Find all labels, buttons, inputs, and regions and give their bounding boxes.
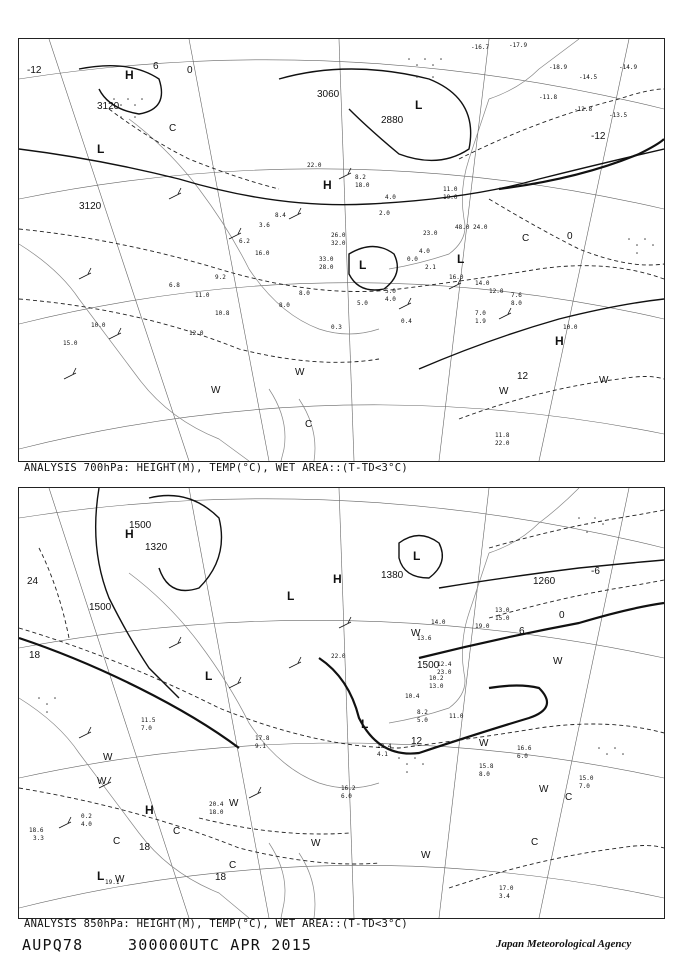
station-value: 8.0	[511, 300, 522, 307]
station-value: 6.2	[239, 238, 250, 245]
contour-label: 12	[411, 736, 423, 747]
station-value: 17.8	[255, 735, 270, 742]
station-value: 6.0	[517, 753, 528, 760]
contour-label: -6	[591, 566, 600, 577]
station-value: 16.0	[449, 274, 464, 281]
wet-dot	[644, 238, 646, 240]
wind-barb	[169, 188, 181, 199]
station-value: 11.0	[449, 713, 464, 720]
warm-center: W	[553, 656, 563, 667]
wind-barb	[249, 787, 261, 798]
low-pressure-center: L	[413, 549, 421, 563]
contour-label: 18	[215, 872, 227, 883]
station-value: -12.8	[574, 106, 593, 113]
station-value: 13.0	[429, 683, 444, 690]
high-pressure-center: H	[555, 334, 564, 348]
wet-dot	[606, 753, 608, 755]
station-value: 4.0	[419, 248, 430, 255]
cold-center: C	[229, 860, 237, 871]
contour-label: 1380	[381, 570, 404, 581]
isotherm	[459, 377, 664, 420]
high-pressure-center: H	[323, 178, 332, 192]
station-value: 5.0	[357, 300, 368, 307]
wind-barbs	[59, 617, 351, 828]
station-value: 19.0	[475, 623, 490, 630]
panel-850hpa-caption: ANALYSIS 850hPa: HEIGHT(M), TEMP(°C), WET AREA::(T-TD<3°C)	[24, 918, 409, 930]
station-value: 12.0	[189, 330, 204, 337]
contour-label: 1260	[533, 576, 556, 587]
wind-barb	[79, 268, 91, 279]
contour-label: 1320	[145, 542, 168, 553]
contour-label: 12	[517, 371, 529, 382]
contour-label: 24	[27, 576, 39, 587]
station-value: 16.2	[341, 785, 356, 792]
station-value: 19.1	[105, 879, 120, 886]
map-700hpa-canvas	[19, 39, 664, 461]
station-value: 0.4	[401, 318, 412, 325]
high-pressure-center: H	[145, 803, 154, 817]
cold-center: C	[173, 826, 181, 837]
station-value: 10.4	[405, 693, 420, 700]
station-value: -13.5	[609, 112, 628, 119]
temperature-isotherms	[19, 89, 664, 419]
isotherm	[19, 788, 379, 864]
warm-center: W	[421, 850, 431, 861]
station-value: 8.2	[355, 174, 366, 181]
height-contour	[399, 536, 442, 579]
station-value: 18.6	[29, 827, 44, 834]
station-value: 2.0	[379, 210, 390, 217]
wet-dot	[636, 252, 638, 254]
graticule-meridian	[439, 488, 489, 918]
wet-dot	[432, 76, 434, 78]
station-value: -11.8	[539, 94, 558, 101]
wet-dot	[598, 747, 600, 749]
station-value: 0.0	[407, 256, 418, 263]
warm-center: W	[311, 838, 321, 849]
contour-label: 2880	[381, 115, 404, 126]
height-contour	[419, 299, 664, 369]
station-value: 18.0	[209, 809, 224, 816]
wet-dot	[424, 58, 426, 60]
station-value: 33.0	[319, 256, 334, 263]
valid-time: 300000UTC APR 2015	[128, 936, 313, 954]
isotherm	[199, 818, 349, 834]
contour-label: 3060	[317, 89, 340, 100]
station-value: 12.0	[489, 288, 504, 295]
station-value: 19.0	[443, 194, 458, 201]
low-pressure-center: L	[457, 252, 465, 266]
graticule-parallel	[19, 865, 664, 908]
coastline	[269, 843, 285, 918]
wet-dot	[38, 697, 40, 699]
station-value: 4.1	[377, 751, 388, 758]
wet-dot	[422, 763, 424, 765]
height-contour	[279, 69, 471, 160]
wind-barb	[59, 817, 71, 828]
isotherm	[489, 199, 664, 265]
wet-dot	[652, 244, 654, 246]
coastline	[299, 399, 315, 461]
wet-dot	[113, 98, 115, 100]
height-contour	[349, 247, 397, 291]
coastline	[489, 488, 579, 553]
station-value: 6.0	[341, 793, 352, 800]
cold-center: C	[305, 419, 313, 430]
coastline	[389, 99, 489, 269]
station-value: 23.0	[423, 230, 438, 237]
low-pressure-center: L	[97, 869, 105, 883]
wind-barb	[289, 208, 301, 219]
wet-dot	[622, 753, 624, 755]
warm-center: W	[295, 367, 305, 378]
station-value: 24.0	[473, 224, 488, 231]
wet-dot	[586, 523, 588, 525]
station-value: -14.9	[619, 64, 638, 71]
wet-dot	[46, 711, 48, 713]
station-value: 12.4	[437, 661, 452, 668]
station-value: 0.2	[81, 813, 92, 820]
station-value: 8.0	[479, 771, 490, 778]
wet-dot	[408, 58, 410, 60]
station-value: 7.0	[141, 725, 152, 732]
station-value: 11.8	[495, 432, 510, 439]
graticule-parallel	[19, 405, 664, 449]
cold-center: C	[522, 233, 530, 244]
warm-center: W	[97, 776, 107, 787]
station-value: 15.8	[479, 763, 494, 770]
station-value: 2.1	[425, 264, 436, 271]
station-value: 18.0	[355, 182, 370, 189]
station-value: 5.0	[385, 288, 396, 295]
graticule-meridian	[339, 488, 354, 918]
wet-dot	[416, 76, 418, 78]
cold-center: C	[113, 836, 121, 847]
station-value: 10.2	[429, 675, 444, 682]
wet-dot	[398, 757, 400, 759]
wind-barb	[499, 308, 511, 319]
wind-barb	[79, 727, 91, 738]
contour-label: 3120	[97, 101, 120, 112]
warm-center: W	[229, 798, 239, 809]
warm-center: W	[479, 738, 489, 749]
station-value: 13.4	[377, 743, 392, 750]
low-pressure-center: L	[361, 717, 369, 731]
wet-dot	[578, 517, 580, 519]
contour-label: 0	[559, 610, 565, 621]
high-pressure-center: H	[125, 527, 134, 541]
graticule-meridian	[539, 39, 629, 461]
contour-label: 1500	[129, 520, 152, 531]
wet-dot	[416, 64, 418, 66]
high-pressure-center: H	[333, 572, 342, 586]
station-value: -16.7	[471, 44, 490, 51]
wet-dot	[586, 531, 588, 533]
height-contour-bold	[419, 603, 664, 658]
station-value: 8.0	[299, 290, 310, 297]
station-value: 4.0	[81, 821, 92, 828]
cold-center: C	[169, 123, 177, 134]
wet-dot	[406, 763, 408, 765]
station-value: 3.4	[499, 893, 510, 900]
graticule	[19, 488, 664, 918]
station-value: 7.0	[579, 783, 590, 790]
panel-700hpa-caption: ANALYSIS 700hPa: HEIGHT(M), TEMP(°C), WET AREA::(T-TD<3°C)	[24, 462, 409, 474]
station-value: 15.0	[495, 615, 510, 622]
contour-label: -12	[591, 131, 606, 142]
station-value: 13.0	[495, 607, 510, 614]
station-value: 16.0	[255, 250, 270, 257]
graticule-parallel	[19, 743, 664, 778]
contour-label: 18	[29, 650, 41, 661]
coastline	[269, 389, 285, 461]
station-value: 15.0	[63, 340, 78, 347]
cold-center: C	[565, 792, 573, 803]
warm-center: W	[411, 628, 421, 639]
wind-barb	[339, 617, 351, 628]
station-value: 9.1	[255, 743, 266, 750]
station-value: -18.9	[549, 64, 568, 71]
station-value: 7.0	[475, 310, 486, 317]
station-value: 0.3	[331, 324, 342, 331]
isotherm	[449, 846, 664, 889]
wind-barb	[289, 657, 301, 668]
station-value: -17.9	[509, 42, 528, 49]
warm-center: W	[539, 784, 549, 795]
wet-dot	[594, 517, 596, 519]
height-contour-bold	[319, 658, 547, 754]
contour-label: 1500	[89, 602, 112, 613]
warm-center: W	[115, 874, 125, 885]
station-value: 17.0	[499, 885, 514, 892]
wet-dot	[414, 757, 416, 759]
wind-barb	[339, 168, 351, 179]
station-value: 22.0	[495, 440, 510, 447]
wet-dot	[141, 98, 143, 100]
low-pressure-center: L	[415, 98, 423, 112]
chart-id: AUPQ78	[22, 936, 84, 954]
warm-center: W	[103, 752, 113, 763]
station-value: 3.6	[259, 222, 270, 229]
map-850hpa-canvas	[19, 488, 664, 918]
station-value: 22.0	[331, 653, 346, 660]
station-value: 4.0	[385, 296, 396, 303]
low-pressure-center: L	[287, 589, 295, 603]
station-value: 11.0	[443, 186, 458, 193]
station-value: 23.0	[437, 669, 452, 676]
cold-center: C	[531, 837, 539, 848]
coastlines	[19, 488, 579, 918]
station-value: 4.0	[385, 194, 396, 201]
wet-dot	[120, 104, 122, 106]
station-value: 14.0	[475, 280, 490, 287]
warm-center: W	[599, 375, 609, 386]
station-value: 20.4	[209, 801, 224, 808]
low-pressure-center: L	[97, 142, 105, 156]
station-value: 5.0	[417, 717, 428, 724]
wet-dot	[46, 703, 48, 705]
station-value: 7.6	[511, 292, 522, 299]
station-value: 8.4	[275, 212, 286, 219]
map-panel-850hpa	[18, 487, 665, 919]
warm-center: W	[499, 386, 509, 397]
station-value: -14.5	[579, 74, 598, 81]
contour-label: 18	[139, 842, 151, 853]
contour-label: 3120	[79, 201, 102, 212]
station-value: 13.6	[417, 635, 432, 642]
agency-name: Japan Meteorological Agency	[496, 938, 632, 950]
contour-label: -12	[27, 65, 42, 76]
coastline	[299, 853, 315, 918]
station-value: 16.6	[517, 745, 532, 752]
wet-dot	[636, 244, 638, 246]
station-value: 10.8	[215, 310, 230, 317]
wet-dot	[120, 116, 122, 118]
graticule-parallel	[19, 283, 664, 324]
wet-dot	[432, 64, 434, 66]
station-value: 48.0	[455, 224, 470, 231]
contour-label: 6	[153, 61, 159, 72]
height-contour-bold	[19, 638, 239, 748]
wind-barb	[229, 677, 241, 688]
wet-dot	[406, 771, 408, 773]
station-value: 15.0	[579, 775, 594, 782]
coastline	[389, 553, 489, 723]
isotherm	[19, 628, 664, 748]
wind-barb	[169, 637, 181, 648]
isotherm	[39, 548, 69, 638]
height-contour	[79, 66, 162, 114]
station-value: 8.2	[417, 709, 428, 716]
high-pressure-center: H	[125, 68, 134, 82]
contour-label: 1500	[417, 660, 440, 671]
wet-dot	[628, 238, 630, 240]
graticule-parallel	[19, 499, 664, 548]
station-value: 11.5	[141, 717, 156, 724]
height-contour-bold	[499, 139, 664, 189]
isotherm	[109, 109, 279, 189]
graticule-meridian	[339, 39, 354, 461]
graticule-meridian	[539, 488, 629, 918]
station-value: 8.0	[279, 302, 290, 309]
coastline	[129, 119, 379, 334]
station-value: 22.0	[307, 162, 322, 169]
isotherm	[489, 580, 664, 618]
isotherm	[459, 89, 664, 159]
wet-dot	[127, 98, 129, 100]
wet-area-stipple	[113, 58, 654, 254]
station-value: 10.0	[91, 322, 106, 329]
map-panel-700hpa	[18, 38, 665, 462]
station-value: 1.9	[475, 318, 486, 325]
station-value: 3.3	[33, 835, 44, 842]
wet-dot	[602, 523, 604, 525]
station-value: 26.0	[331, 232, 346, 239]
wet-area-stipple	[38, 517, 624, 773]
contour-label: 6	[519, 626, 525, 637]
wind-barb	[399, 298, 411, 309]
station-value: 11.0	[195, 292, 210, 299]
wet-dot	[54, 697, 56, 699]
wet-dot	[614, 747, 616, 749]
graticule-meridian	[189, 488, 269, 918]
graticule-parallel	[19, 169, 664, 209]
low-pressure-center: L	[359, 258, 367, 272]
wind-barb	[109, 328, 121, 339]
contour-label: 0	[187, 65, 193, 76]
station-value: 10.0	[563, 324, 578, 331]
station-value: 32.0	[331, 240, 346, 247]
wet-dot	[134, 104, 136, 106]
station-value: 28.0	[319, 264, 334, 271]
low-pressure-center: L	[205, 669, 213, 683]
wet-dot	[440, 58, 442, 60]
graticule-meridian	[439, 39, 489, 461]
station-value: 14.0	[431, 619, 446, 626]
contour-label: 0	[567, 231, 573, 242]
wind-barb	[64, 368, 76, 379]
station-value: 9.2	[215, 274, 226, 281]
wet-dot	[134, 116, 136, 118]
warm-center: W	[211, 385, 221, 396]
station-value: 6.8	[169, 282, 180, 289]
